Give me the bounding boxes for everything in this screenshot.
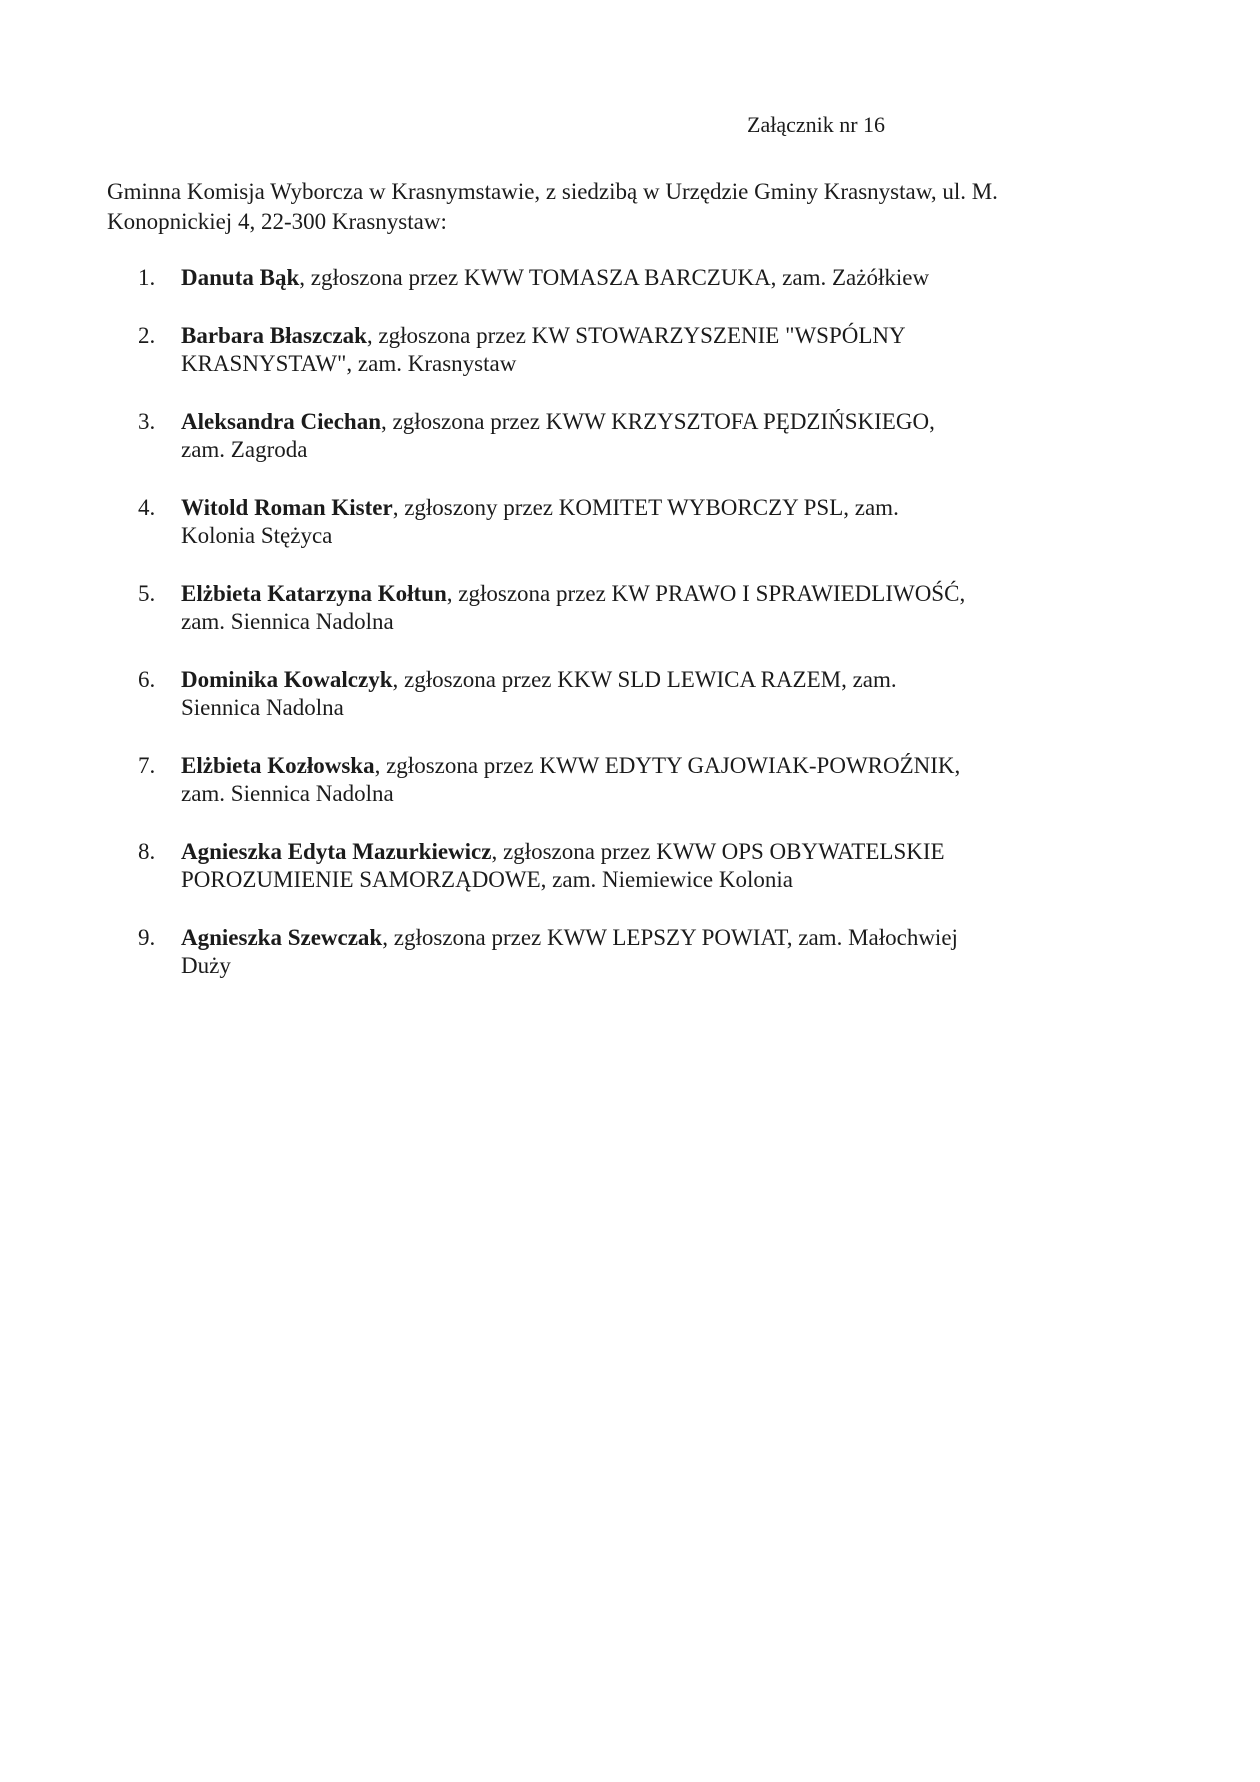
- member-details: , zgłoszony przez KOMITET WYBORCZY PSL, zam.: [392, 495, 899, 520]
- member-details-continued: zam. Siennica Nadolna: [181, 781, 394, 806]
- list-item: [0, 924, 1260, 980]
- member-name: Danuta Bąk: [181, 265, 300, 290]
- list-item: [0, 408, 1260, 464]
- member-name: Elżbieta Kozłowska: [181, 753, 375, 778]
- item-text: [181, 924, 1260, 980]
- item-number: 8.: [138, 839, 156, 864]
- member-name: Aleksandra Ciechan: [181, 409, 381, 434]
- attachment-label: Załącznik nr 16: [747, 112, 886, 137]
- list-item: [0, 838, 1260, 894]
- item-number: 3.: [138, 409, 156, 434]
- member-name: Elżbieta Katarzyna Kołtun: [181, 581, 447, 606]
- member-details-continued: Kolonia Stężyca: [181, 523, 333, 548]
- member-details: , zgłoszona przez KWW KRZYSZTOFA PĘDZIŃSKIEGO,: [381, 409, 935, 434]
- member-details-continued: zam. Siennica Nadolna: [181, 609, 394, 634]
- member-name: Agnieszka Szewczak: [181, 925, 383, 950]
- list-item: [0, 666, 1260, 722]
- member-details-continued: Duży: [181, 953, 231, 978]
- item-text: [181, 666, 1260, 722]
- member-details-continued: KRASNYSTAW", zam. Krasnystaw: [181, 351, 517, 376]
- member-details: , zgłoszona przez KWW TOMASZA BARCZUKA, zam. Zażółkiew: [299, 265, 930, 290]
- member-details-continued: zam. Zagroda: [181, 437, 308, 462]
- item-number: 4.: [138, 495, 156, 520]
- member-name: Agnieszka Edyta Mazurkiewicz: [181, 839, 492, 864]
- address-line-1: Gminna Komisja Wyborcza w Krasnymstawie, z siedzibą w Urzędzie Gminy Krasnystaw, ul. M.: [107, 179, 998, 204]
- item-text: [181, 494, 1260, 550]
- item-number: 6.: [138, 667, 156, 692]
- commission-address-paragraph: [107, 177, 1260, 237]
- item-text: [181, 580, 1260, 636]
- address-line-2: Konopnickiej 4, 22-300 Krasnystaw:: [107, 209, 447, 234]
- list-item: [0, 494, 1260, 550]
- item-number: 7.: [138, 753, 156, 778]
- list-item: [0, 264, 1260, 292]
- member-name: Witold Roman Kister: [181, 495, 393, 520]
- item-text: [181, 264, 1260, 292]
- list-item: [0, 752, 1260, 808]
- member-details-continued: POROZUMIENIE SAMORZĄDOWE, zam. Niemiewice Kolonia: [181, 867, 793, 892]
- member-details: , zgłoszona przez KW PRAWO I SPRAWIEDLIWOŚĆ,: [446, 581, 966, 606]
- item-text: [181, 838, 1260, 894]
- list-item: [0, 580, 1260, 636]
- item-text: [181, 752, 1260, 808]
- member-name: Dominika Kowalczyk: [181, 667, 393, 692]
- member-name: Barbara Błaszczak: [181, 323, 367, 348]
- member-details: , zgłoszona przez KKW SLD LEWICA RAZEM, zam.: [392, 667, 897, 692]
- item-text: [181, 408, 1260, 464]
- item-number: 9.: [138, 925, 156, 950]
- member-details: , zgłoszona przez KW STOWARZYSZENIE "WSPÓLNY: [366, 323, 906, 348]
- member-details: , zgłoszona przez KWW OPS OBYWATELSKIE: [491, 839, 945, 864]
- member-details: , zgłoszona przez KWW EDYTY GAJOWIAK-POWROŹNIK,: [374, 753, 961, 778]
- member-details-continued: Siennica Nadolna: [181, 695, 344, 720]
- item-number: 1.: [138, 265, 156, 290]
- commission-members-list: [0, 264, 1260, 980]
- member-details: , zgłoszona przez KWW LEPSZY POWIAT, zam. Małochwiej: [382, 925, 958, 950]
- item-number: 5.: [138, 581, 156, 606]
- list-item: [0, 322, 1260, 378]
- item-number: 2.: [138, 323, 156, 348]
- item-text: [181, 322, 1260, 378]
